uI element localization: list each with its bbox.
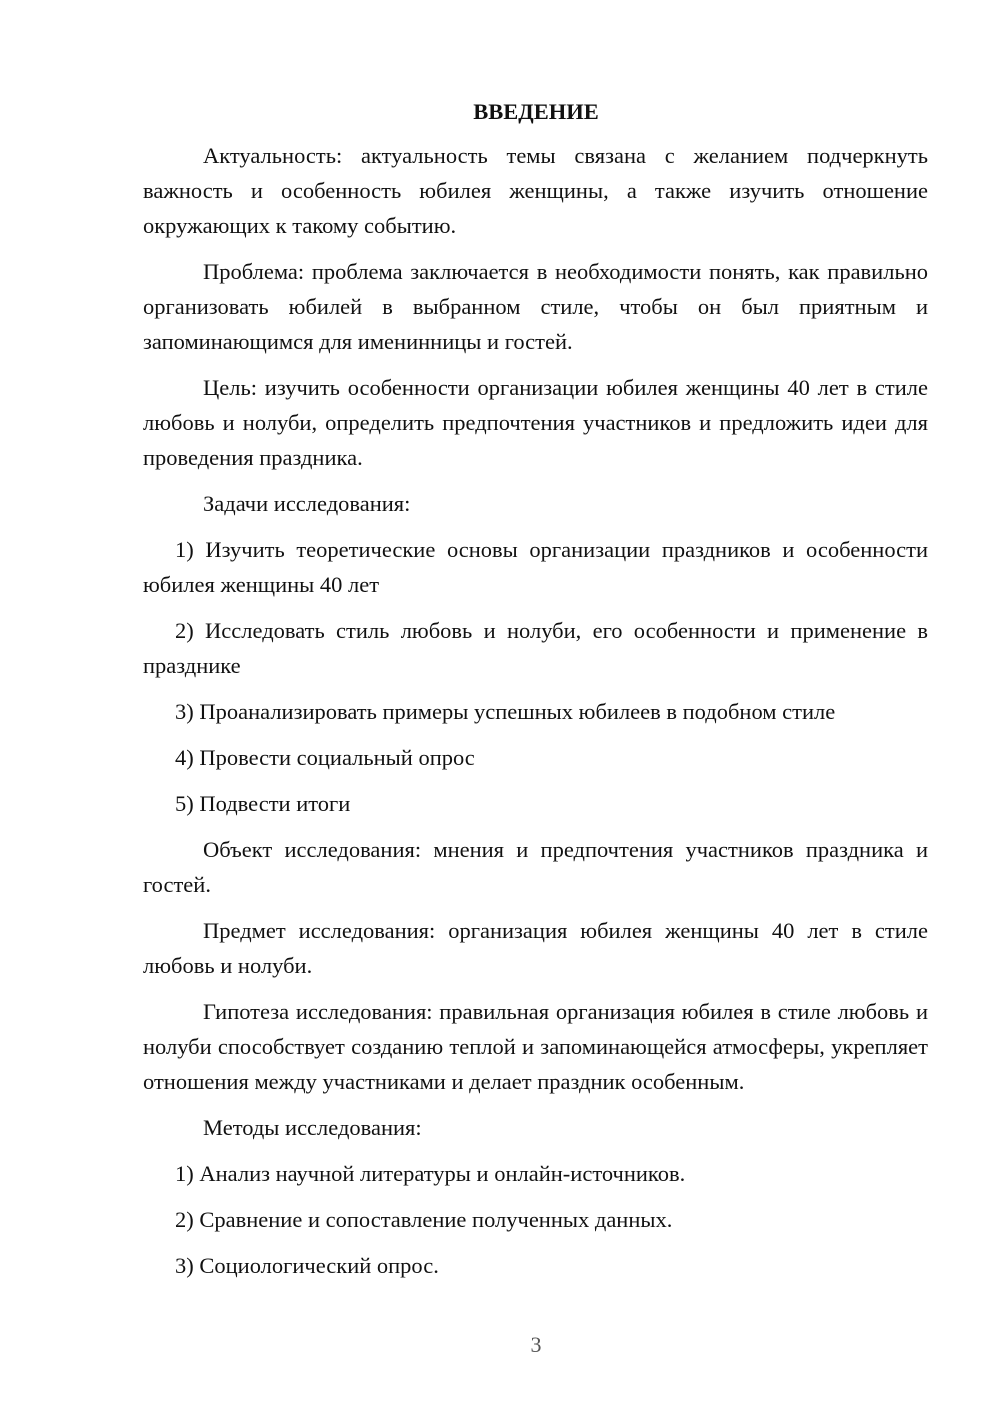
page-number: 3 [530,1332,542,1357]
task-item-2: 2) Исследовать стиль любовь и нолуби, его особенности и применение в празднике [143,618,928,678]
problem-paragraph: Проблема: проблема заключается в необходимости понять, как правильно организовать юбилей в выбранном стиле, чтобы он был приятным и запоминающимся для именинницы и гостей. [143,259,928,354]
subject-paragraph: Предмет исследования: организация юбилея женщины 40 лет в стиле любовь и нолуби. [143,918,928,978]
method-item-1: 1) Анализ научной литературы и онлайн-источников. [175,1161,686,1186]
goal-paragraph: Цель: изучить особенности организации юбилея женщины 40 лет в стиле любовь и нолуби, определить предпочтения участников и предложить идеи для проведения праздника. [143,375,928,470]
tasks-heading: Задачи исследования: [203,491,411,516]
method-item-3: 3) Социологический опрос. [175,1253,439,1278]
task-item-3: 3) Проанализировать примеры успешных юбилеев в подобном стиле [175,699,836,724]
object-paragraph: Объект исследования: мнения и предпочтения участников праздника и гостей. [143,837,928,897]
relevance-paragraph: Актуальность: актуальность темы связана с желанием подчеркнуть важность и особенность юбилея женщины, а также изучить отношение окружающих к такому событию. [143,143,928,238]
task-item-5: 5) Подвести итоги [175,791,351,816]
method-item-2: 2) Сравнение и сопоставление полученных данных. [175,1207,673,1232]
methods-heading: Методы исследования: [203,1115,422,1140]
task-item-1: 1) Изучить теоретические основы организации праздников и особенности юбилея женщины 40 лет [143,537,928,597]
page-title: ВВЕДЕНИЕ [473,99,599,124]
document-body [143,94,928,1294]
hypothesis-paragraph: Гипотеза исследования: правильная организация юбилея в стиле любовь и нолуби способствует созданию теплой и запоминающейся атмосферы, укрепляет отношения между участниками и делает праздник особенным. [143,999,928,1094]
task-item-4: 4) Провести социальный опрос [175,745,475,770]
